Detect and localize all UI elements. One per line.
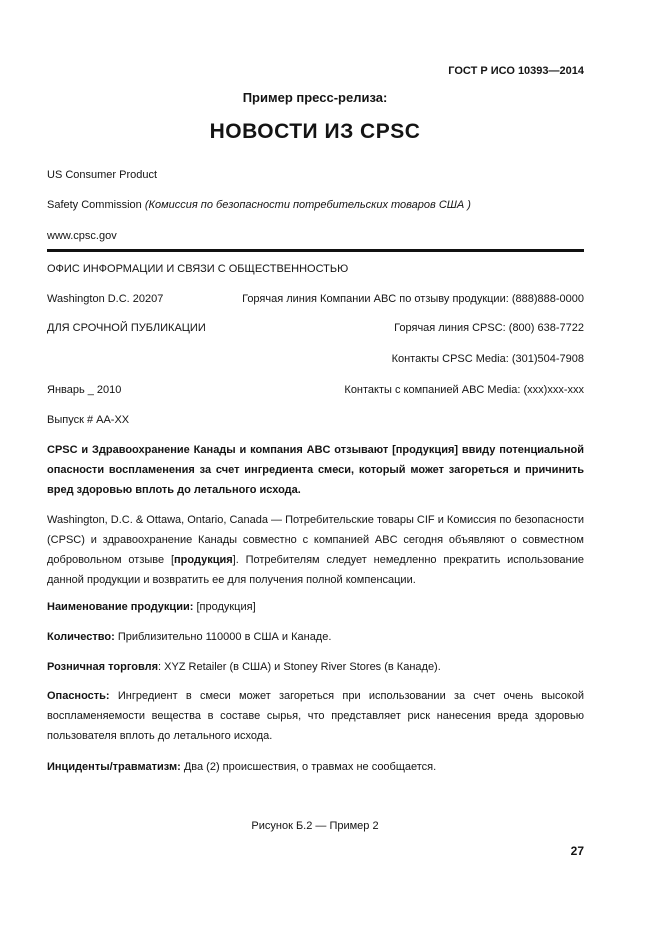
agency-line-1: US Consumer Product: [47, 169, 158, 181]
immediate-release: ДЛЯ СРОЧНОЙ ПУБЛИКАЦИИ: [47, 322, 206, 334]
page-number: 27: [570, 844, 584, 858]
field-value: : XYZ Retailer (в США) и Stoney River Stores (в Канаде).: [158, 661, 441, 673]
press-release-subtitle: Пример пресс-релиза:: [242, 90, 388, 105]
field-value: [продукция]: [193, 601, 256, 613]
release-date: Январь _ 2010: [47, 384, 122, 396]
location: Washington D.C. 20207: [47, 293, 164, 305]
field-hazard: [47, 686, 584, 746]
intro-text-a: Washington, D.C. & Ottawa, Ontario, Canada — Потребительские товары CIF и Комиссия по безопасности (CPSC) и здравоохранение Канады совместно с компанией ABC сегодня объявляют о совместном добровольном отзыве [: [47, 514, 584, 566]
hotline-abc: Горячая линия Компании ABC по отзыву продукции: (888)888-0000: [242, 293, 584, 305]
agency-name: Safety Commission: [47, 199, 142, 211]
field-retail: [47, 657, 584, 677]
field-quantity: [47, 627, 584, 647]
field-label: Наименование продукции:: [47, 601, 194, 613]
field-label: Розничная торговля: [47, 661, 158, 673]
field-value: Ингредиент в смеси может загореться при использовании за счет очень высокой воспламеняемости вещества в составе сырья, что представляет риск нанесения вреда здоровью пользователя вплоть до летального исхода.: [47, 690, 584, 742]
field-label: Инциденты/травматизм:: [47, 761, 181, 773]
agency-url: www.cpsc.gov: [47, 230, 117, 242]
hotline-cpsc: Горячая линия CPSC: (800) 638-7722: [394, 322, 584, 334]
field-value: Два (2) происшествия, о травмах не сообщается.: [180, 761, 437, 773]
page-title: НОВОСТИ ИЗ CPSC: [209, 120, 421, 143]
figure-caption: Рисунок Б.2 — Пример 2: [251, 820, 379, 832]
intro-paragraph: [47, 510, 584, 590]
field-value: Приблизительно 110000 в США и Канаде.: [114, 631, 332, 643]
abc-media-contact: Контакты с компанией ABC Media: (xxx)xxx-xxx: [344, 384, 584, 396]
intro-text-c: ]. Потребителям следует немедленно прекратить использование данной продукции и возвратить ее для получения полной компенсации.: [47, 554, 584, 586]
standard-code: ГОСТ Р ИСО 10393—2014: [448, 65, 584, 77]
intro-product: продукция: [174, 554, 233, 566]
field-label: Количество:: [47, 631, 115, 643]
agency-line-2: [47, 199, 471, 212]
release-number: Выпуск # AA-XX: [47, 414, 130, 426]
field-product-name: [47, 597, 584, 617]
horizontal-rule: [47, 249, 584, 252]
cpsc-media-contact: Контакты CPSC Media: (301)504-7908: [391, 353, 584, 365]
office-heading: ОФИС ИНФОРМАЦИИ И СВЯЗИ С ОБЩЕСТВЕННОСТЬЮ: [47, 263, 349, 275]
agency-translation: (Комиссия по безопасности потребительских товаров США ): [144, 199, 471, 211]
field-label: Опасность:: [47, 690, 110, 702]
field-incidents: [47, 757, 584, 777]
headline: CPSC и Здравоохранение Канады и компания ABC отзывают [продукция] ввиду потенциальной опасности воспламенения за счет ингредиента смеси, который может загореться и причинить вред здоровью вплоть до летального исхода.: [47, 444, 584, 496]
